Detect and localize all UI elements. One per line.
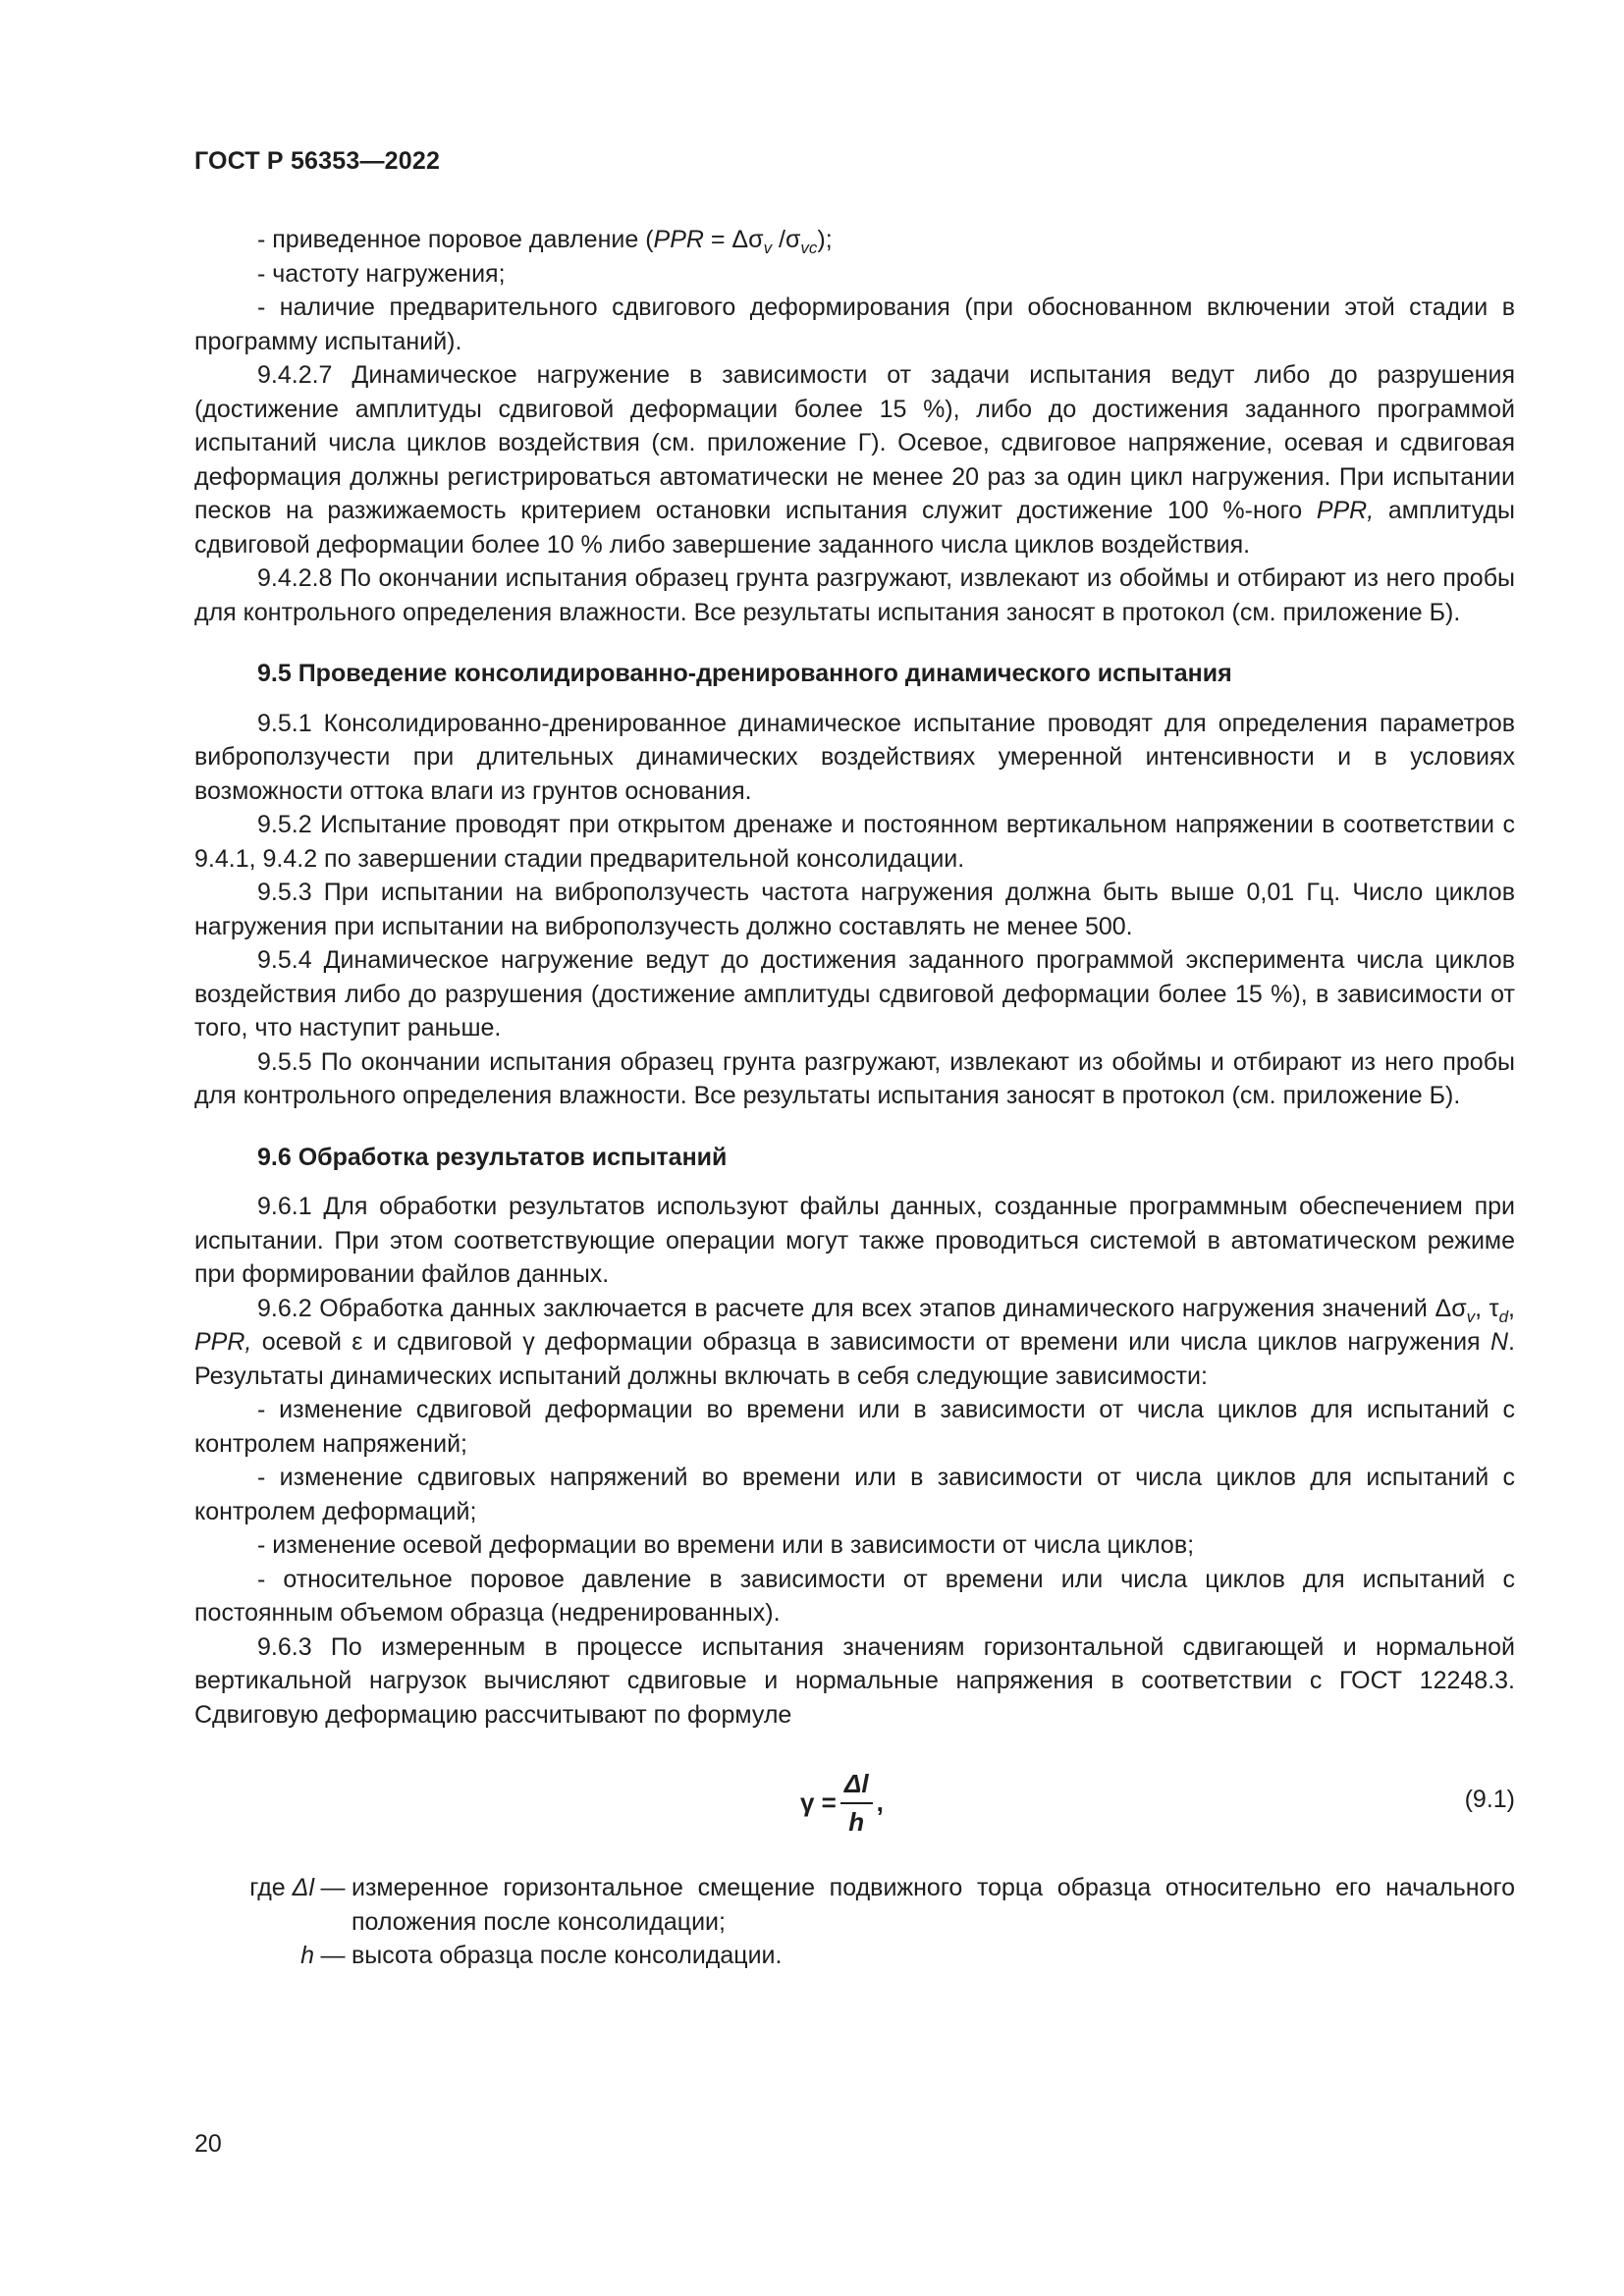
- formula-trail: ,: [876, 1788, 884, 1818]
- list-item: - изменение осевой деформации во времени или в зависимости от числа циклов;: [257, 1531, 1195, 1559]
- paragraph-9-5-2: 9.5.2 Испытание проводят при открытом дренаже и постоянном вертикальном напряжении в соответствии с 9.4.1, 9.4.2 по завершении стадии предварительной консолидации.: [194, 811, 1515, 873]
- formula-9-1: [194, 1761, 1515, 1851]
- where-definition: измеренное горизонтальное смещение подвижного торца образца относительно его начального положения после консолидации;: [352, 1874, 1515, 1936]
- paragraph-9-5-3: 9.5.3 При испытании на виброползучесть частота нагружения должна быть выше 0,01 Гц. Число циклов нагружения при испытании на виброползучесть должно составлять не менее 500.: [194, 879, 1515, 940]
- list-item: - изменение сдвиговых напряжений во времени или в зависимости от числа циклов для испытаний с контролем деформаций;: [194, 1464, 1515, 1525]
- formula-lhs: γ =: [800, 1788, 837, 1818]
- list-item: - частоту нагружения;: [257, 259, 506, 288]
- page-number: 20: [194, 2130, 222, 2158]
- document-page: [194, 0, 1515, 2296]
- paragraph-9-4-2-7: 9.4.2.7 Динамическое нагружение в зависимости от задачи испытания ведут либо до разрушения (достижение амплитуды сдвиговой деформации более 15 %), либо до достижения заданного программой испытаний числа циклов воздействия (см. приложение Г). Осевое, сдвиговое напряжение, осевая и сдвиговая деформация должны регистрироваться автоматически не менее 20 раз за один цикл нагружения. При испытании песков на разжижаемость критерием остановки испытания служит достижение 100 %-ного PPR, амплитуды сдвиговой деформации более 10 % либо завершение заданного числа циклов воздействия.: [194, 361, 1516, 559]
- where-dash: —: [320, 1942, 346, 1969]
- paragraph-9-5-4: 9.5.4 Динамическое нагружение ведут до достижения заданного программой эксперимента числа циклов воздействия либо до разрушения (достижение амплитуды сдвиговой деформации более 15 %), в зависимости от того, что наступит раньше.: [194, 946, 1515, 1041]
- where-term: [194, 1871, 314, 1939]
- where-definition: высота образца после консолидации.: [352, 1942, 783, 1969]
- list-item: - изменение сдвиговой деформации во времени или в зависимости от числа циклов для испытаний с контролем напряжений;: [194, 1396, 1515, 1458]
- where-prefix: где: [249, 1874, 286, 1901]
- document-header: ГОСТ Р 56353—2022: [194, 147, 441, 175]
- paragraph-9-6-2: 9.6.2 Обработка данных заключается в расчете для всех этапов динамического нагружения значений $\Delta\sigma_v$, $\tau_d$, PPR, осевой ε и сдвиговой γ деформации образца в зависимости от времени или числа циклов нагружения N. Результаты динамических испытаний должны включать в себя следующие зависимости:: [194, 1294, 1515, 1390]
- formula-fraction: [840, 1767, 873, 1839]
- formula-expression: [800, 1767, 884, 1839]
- paragraph-9-5-1: 9.5.1 Консолидированно-дренированное динамическое испытание проводят для определения параметров виброползучести при длительных динамических воздействиях умеренной интенсивности и в условиях возможности оттока влаги из грунтов основания.: [194, 709, 1515, 805]
- where-term-symbol: h: [300, 1942, 314, 1969]
- where-dash: —: [320, 1874, 346, 1901]
- list-item: - относительное поровое давление в зависимости от времени или числа циклов для испытаний с постоянным объемом образца (недренированных).: [194, 1565, 1515, 1627]
- list-item: - наличие предварительного сдвигового деформирования (при обоснованном включении этой стадии в программу испытаний).: [194, 294, 1515, 355]
- where-term-symbol: Δl: [292, 1874, 314, 1901]
- document-body: [194, 223, 1515, 1973]
- formula-numerator: Δl: [840, 1767, 873, 1804]
- section-heading-9-5: 9.5 Проведение консолидированно-дренированного динамического испытания: [257, 660, 1232, 687]
- where-row: [194, 1939, 1515, 1973]
- where-row: [194, 1871, 1515, 1939]
- paragraph-9-5-5: 9.5.5 По окончании испытания образец грунта разгружают, извлекают из обоймы и отбирают из него пробы для контрольного определения влажности. Все результаты испытания заносят в протокол (см. приложение Б).: [194, 1047, 1515, 1109]
- formula-denominator: h: [848, 1806, 865, 1837]
- equation-number: (9.1): [1464, 1786, 1515, 1813]
- paragraph-9-6-1: 9.6.1 Для обработки результатов используют файлы данных, созданные программным обеспечением при испытании. При этом соответствующие операции могут также проводиться системой в автоматическом режиме при формировании файлов данных.: [194, 1193, 1515, 1288]
- paragraph-9-4-2-8: 9.4.2.8 По окончании испытания образец грунта разгружают, извлекают из обоймы и отбирают из него пробы для контрольного определения влажности. Все результаты испытания заносят в протокол (см. приложение Б).: [194, 564, 1515, 626]
- paragraph-9-6-3: 9.6.3 По измеренным в процессе испытания значениям горизонтальной сдвигающей и нормальной вертикальной нагрузок вычисляют сдвиговые и нормальные напряжения в соответствии с ГОСТ 12248.3. Сдвиговую деформацию рассчитывают по формуле: [194, 1632, 1515, 1729]
- where-term: [194, 1939, 314, 1973]
- where-block: [194, 1871, 1515, 1973]
- section-heading-9-6: 9.6 Обработка результатов испытаний: [257, 1143, 728, 1171]
- list-item-ppr: - приведенное поровое давление ($PPR = \Delta\sigma_v$ $/\sigma_{vc}$);: [257, 226, 833, 257]
